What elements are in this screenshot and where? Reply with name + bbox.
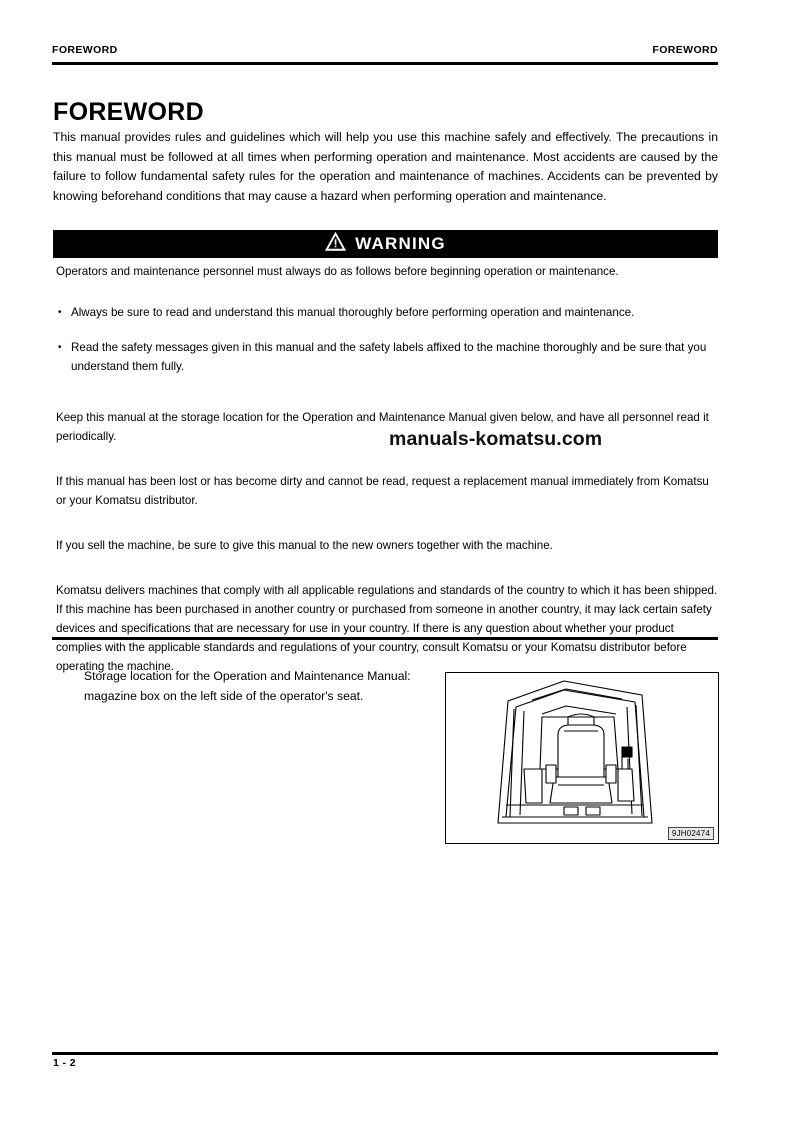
cab-interior-figure	[445, 672, 719, 844]
figure-code-label: 9JH02474	[668, 827, 714, 840]
running-head-right: FOREWORD	[652, 44, 718, 56]
body-paragraph-resale: If you sell the machine, be sure to give this manual to the new owners together with the machine.	[56, 539, 553, 552]
warning-triangle-icon	[325, 232, 346, 256]
body-paragraph-replacement: If this manual has been lost or has become dirty and cannot be read, request a replacement manual immediately from Komatsu or your Komatsu distributor.	[56, 475, 709, 507]
cab-interior-illustration	[446, 673, 716, 841]
list-item: • Read the safety messages given in this manual and the safety labels affixed to the machine thoroughly and be sure that you understand them fully.	[56, 338, 718, 376]
list-item: • Always be sure to read and understand this manual thoroughly before performing operation and maintenance.	[56, 303, 718, 322]
warning-label: WARNING	[355, 234, 446, 253]
warning-banner-content	[325, 232, 446, 256]
body-paragraph-storage: Keep this manual at the storage location for the Operation and Maintenance Manual given below, and have all personnel read it periodically.	[56, 411, 709, 443]
section-divider	[52, 637, 718, 640]
instruction-bullet-list	[56, 303, 718, 376]
header-divider	[52, 62, 718, 65]
running-head	[52, 44, 718, 56]
running-head-left: FOREWORD	[52, 44, 118, 56]
intro-paragraph: This manual provides rules and guidelines which will help you use this machine safely and effectively. The precautions in this manual must be followed at all times when performing operation and maintenance. Most accidents are caused by the failure to follow fundamental safety rules for the operation and maintenance of machines. Accidents can be prevented by knowing beforehand conditions that may cause a hazard when performing operation and maintenance.	[53, 130, 718, 203]
warning-banner	[53, 230, 718, 258]
footer-divider	[52, 1052, 718, 1055]
page-number: 1 - 2	[53, 1057, 77, 1069]
page-title: FOREWORD	[53, 98, 204, 126]
watermark-text: manuals-komatsu.com	[389, 428, 603, 450]
body-lead-text: Operators and maintenance personnel must always do as follows before beginning operation or maintenance.	[56, 265, 619, 278]
body-paragraph-compliance: Komatsu delivers machines that comply with all applicable regulations and standards of the country to which it has been shipped. If this machine has been purchased in another country or purchased from someone in another country, it may lack certain safety devices and specifications that are necessary for use in your country. If there is any question about whether your product complies with the applicable standards and regulations of your country, consult Komatsu or your Komatsu distributor before operating the machine.	[56, 584, 718, 673]
storage-location-note: Storage location for the Operation and Maintenance Manual: magazine box on the left side of the operator's seat.	[84, 669, 411, 703]
body-text-block	[56, 262, 718, 676]
